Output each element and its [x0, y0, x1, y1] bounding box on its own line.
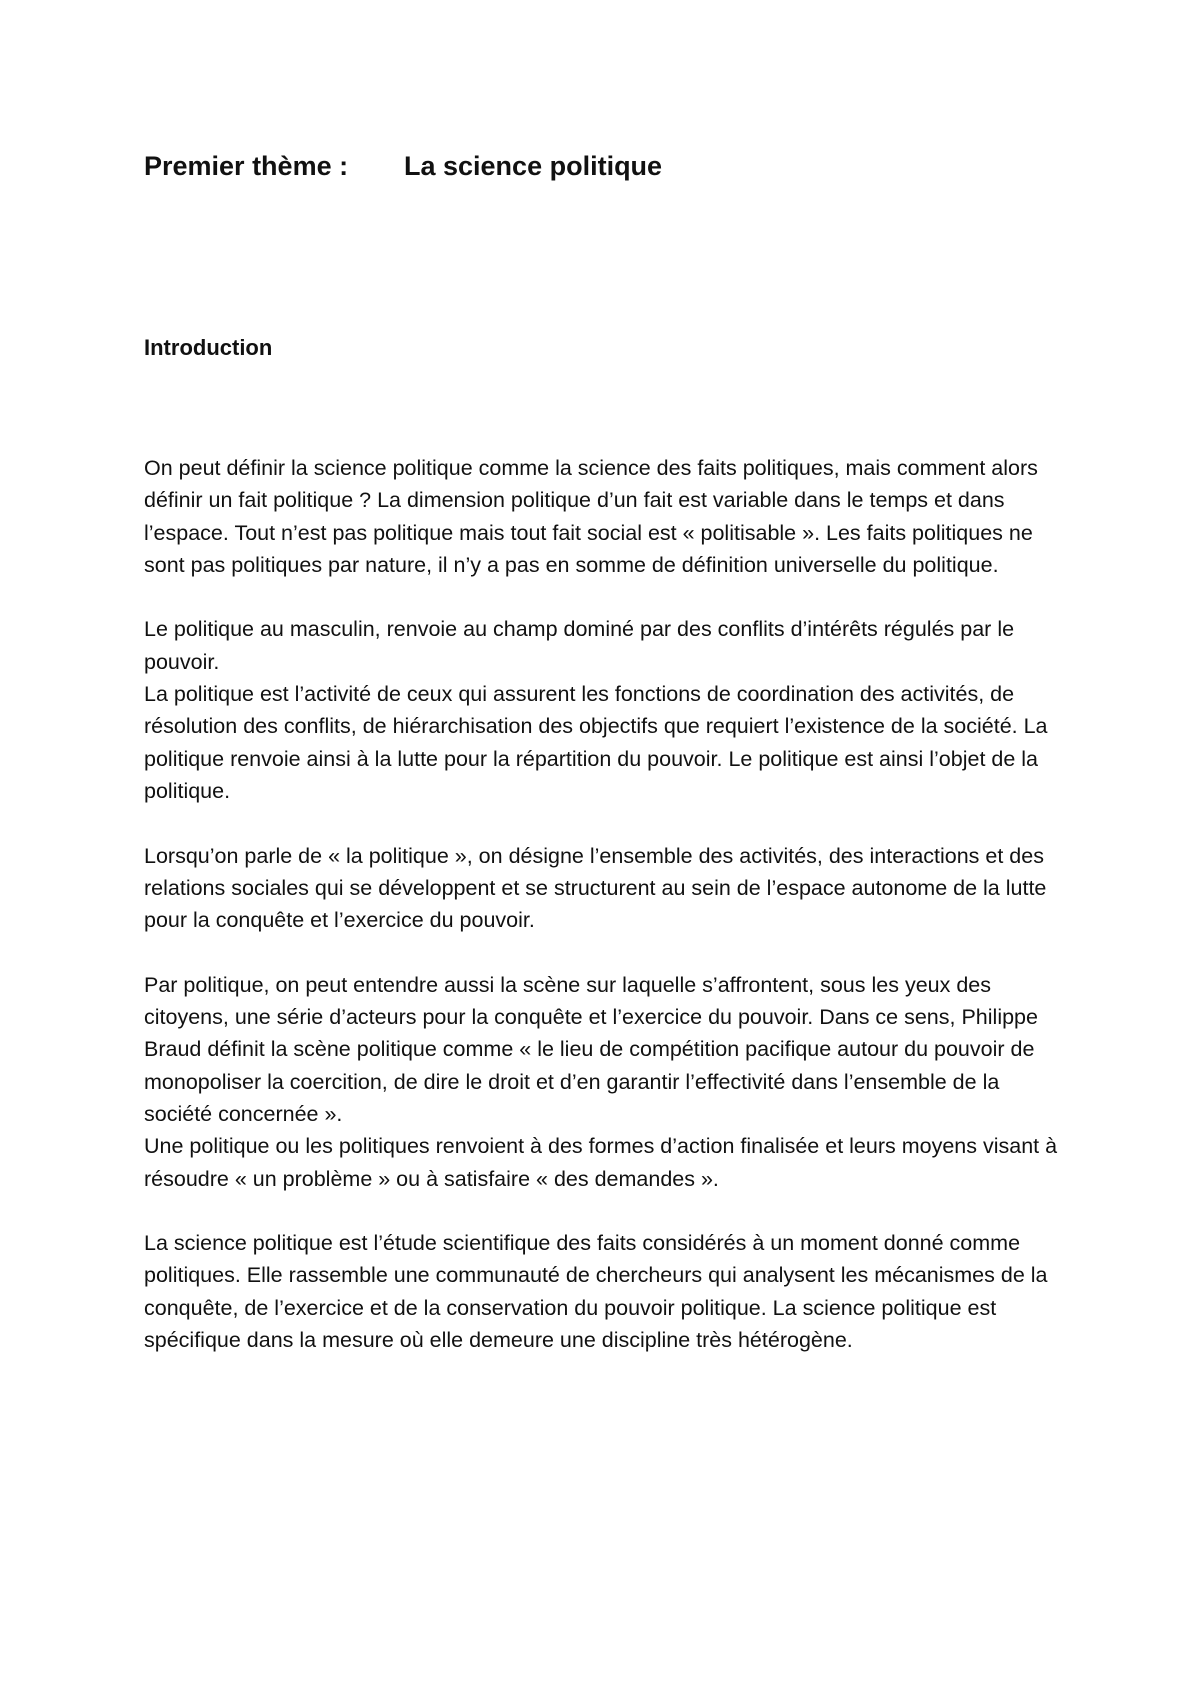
section-heading: Introduction: [144, 335, 273, 360]
paragraph: Le politique au masculin, renvoie au champ dominé par des conflits d’intérêts régulés par le pouvoir.: [144, 617, 1015, 674]
paragraph: Une politique ou les politiques renvoient à des formes d’action finalisée et leurs moyens visant à résoudre « un problème » ou à satisfaire « des demandes ».: [144, 1134, 1058, 1191]
paragraph: La science politique est l’étude scientifique des faits considérés à un moment donné comme politiques. Elle rassemble une communauté de chercheurs qui analysent les mécanismes de la conquête, de l’exercice et de la conservation du pouvoir politique. La science politique est spécifique dans la mesure où elle demeure une discipline très hétérogène.: [144, 1231, 1048, 1353]
paragraph: La politique est l’activité de ceux qui assurent les fonctions de coordination des activités, de résolution des conflits, de hiérarchisation des objectifs que requiert l’existence de la société. La politique renvoie ainsi à la lutte pour la répartition du pouvoir. Le politique est ainsi l’objet de la politique.: [144, 682, 1048, 803]
theme-label: Premier thème :: [144, 151, 349, 181]
theme-title: La science politique: [404, 151, 663, 181]
paragraph: Par politique, on peut entendre aussi la scène sur laquelle s’affrontent, sous les yeux des citoyens, une série d’acteurs pour la conquête et l’exercice du pouvoir. Dans ce sens, Philippe Braud définit la scène politique comme « le lieu de compétition pacifique autour du pouvoir de monopoliser la coercition, de dire le droit et d’en garantir l’effectivité dans l’ensemble de la société concernée ».: [144, 972, 1038, 1126]
paragraph: Lorsqu’on parle de « la politique », on désigne l’ensemble des activités, des interactions et des relations sociales qui se développent et se structurent au sein de l’espace autonome de la lutte pour la conquête et l’exercice du pouvoir.: [144, 843, 1047, 933]
paragraph: On peut définir la science politique comme la science des faits politiques, mais comment alors définir un fait politique ? La dimension politique d’un fait est variable dans le temps et dans l’espace. Tout n’est pas politique mais tout fait social est « politisable ». Les faits politiques ne sont pas politiques par nature, il n’y a pas en somme de définition universelle du politique.: [144, 456, 1038, 577]
body-text: [144, 452, 1064, 1389]
theme-heading: [144, 146, 663, 186]
